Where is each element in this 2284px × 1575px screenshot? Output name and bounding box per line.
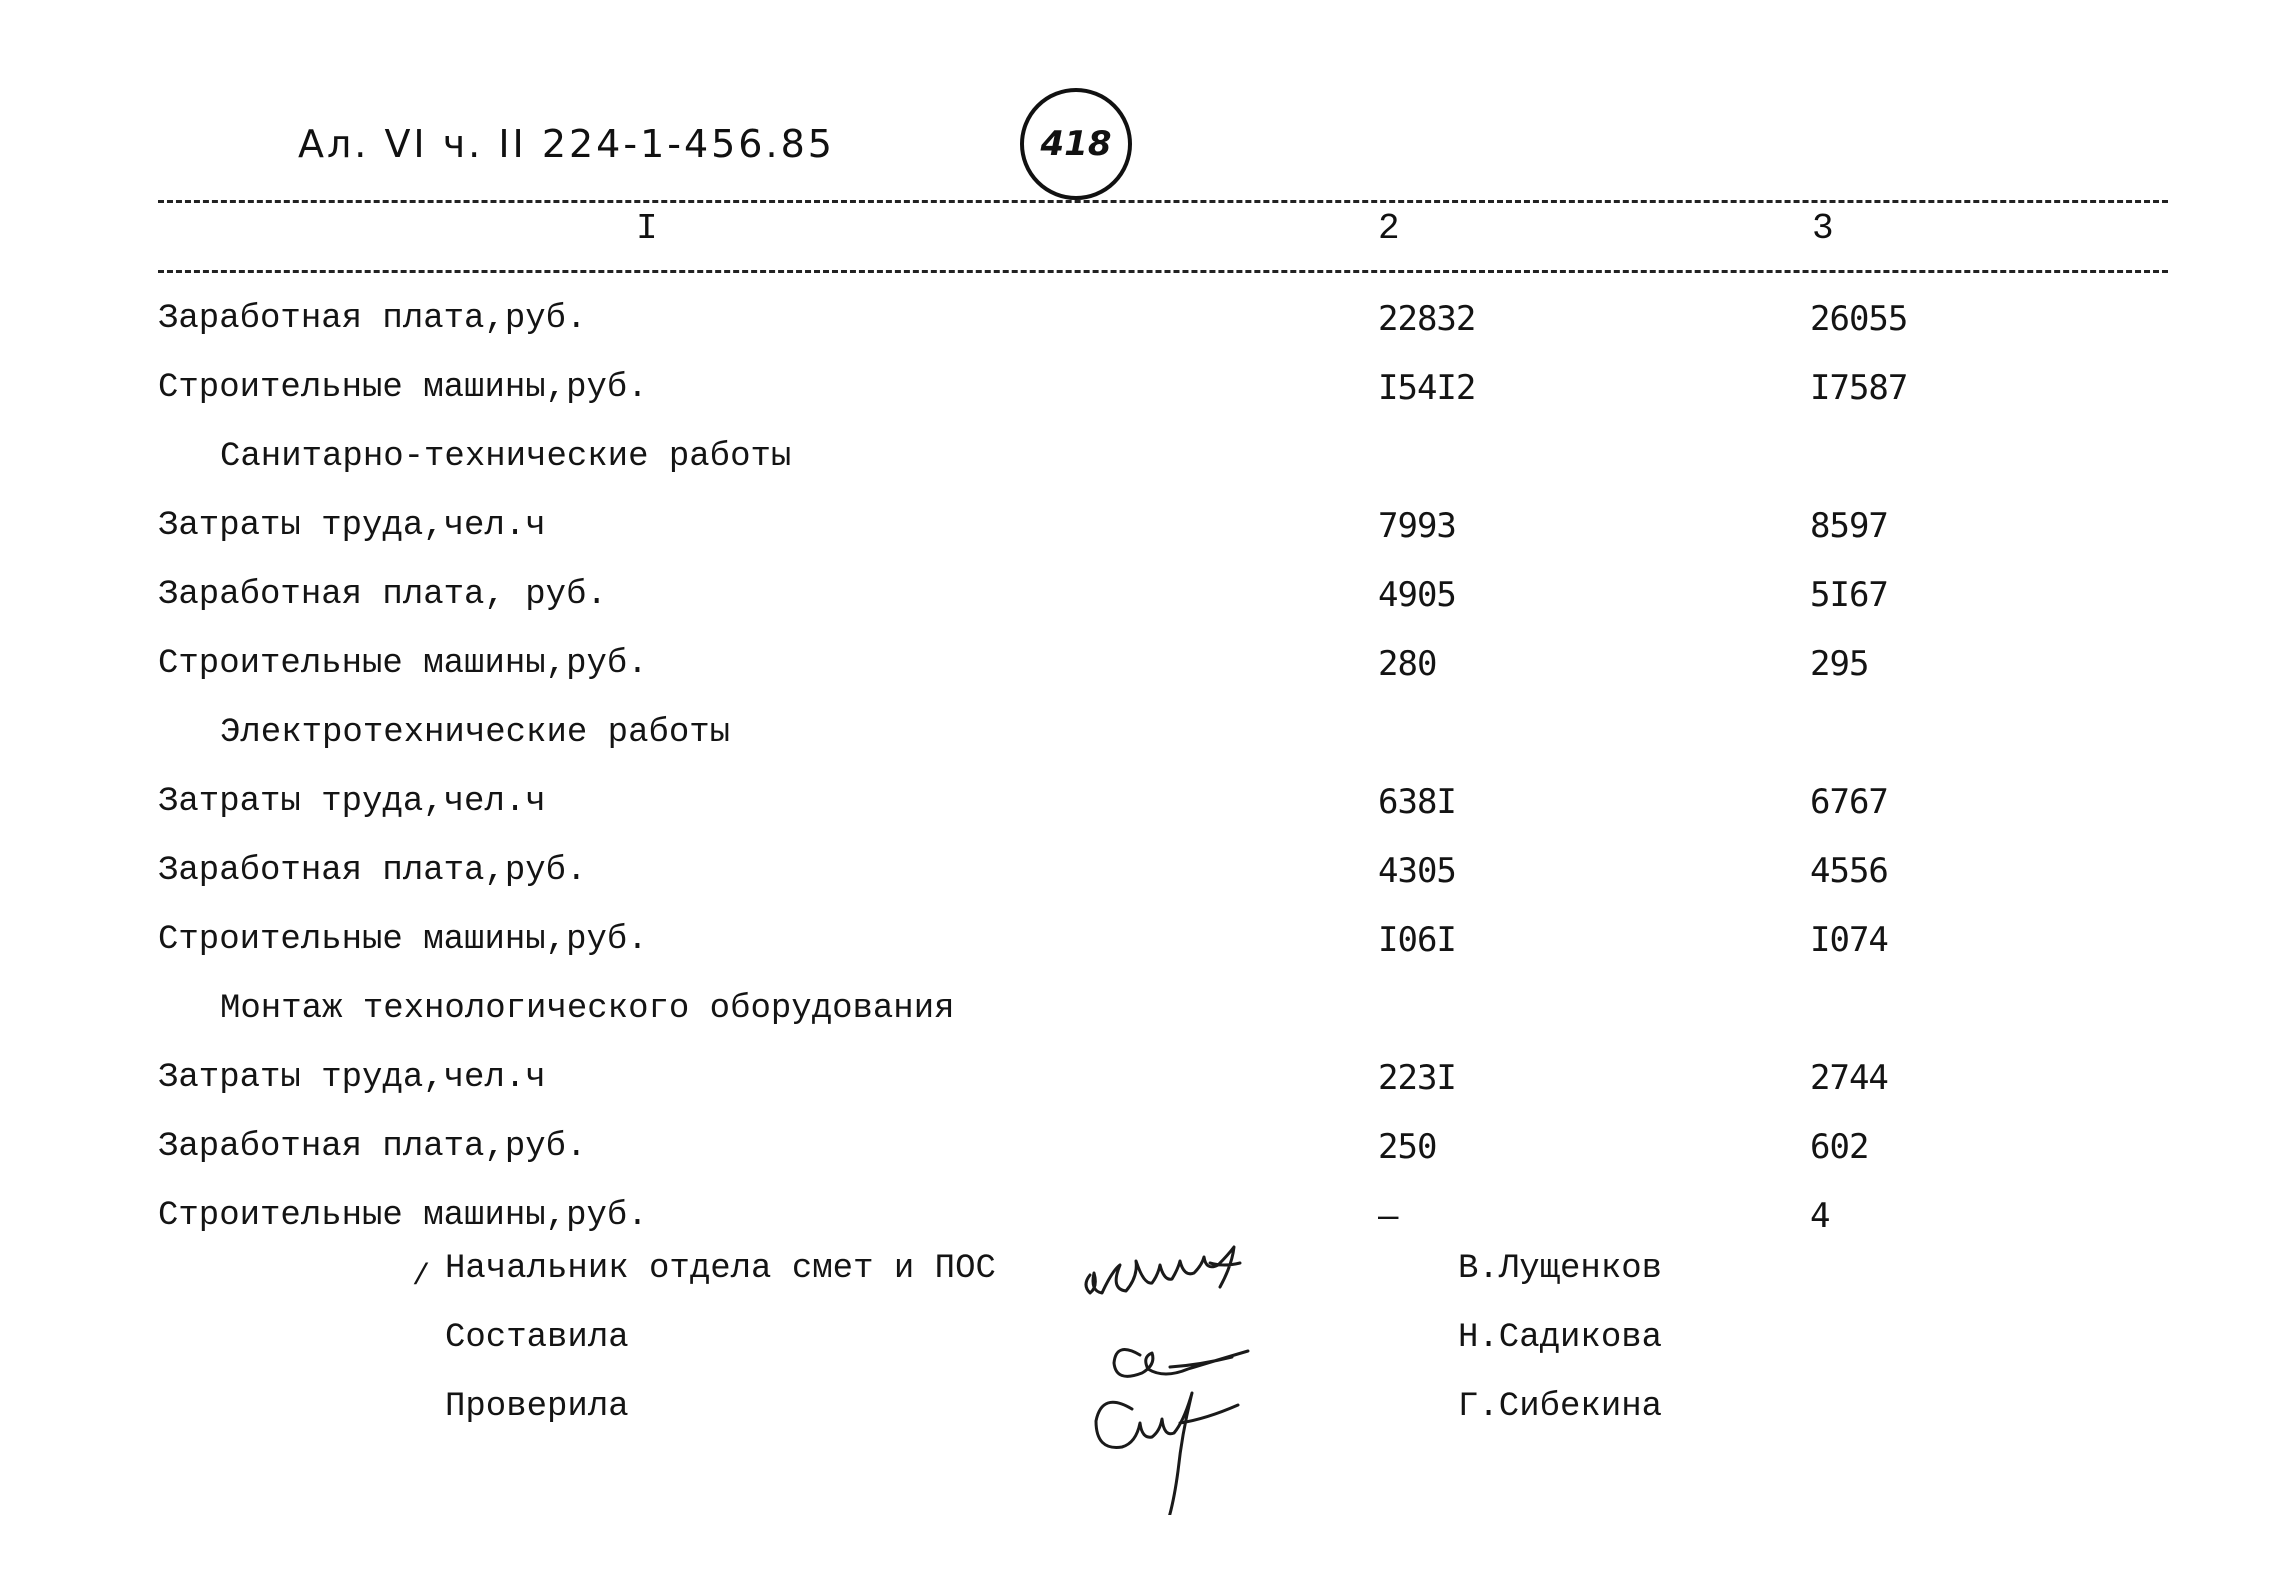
handwritten-signatures <box>1020 1215 1460 1515</box>
table-row <box>0 566 2284 635</box>
row-value-col3: 602 <box>1810 1127 1869 1167</box>
section-heading: Электротехнические работы <box>220 714 731 752</box>
signer-role: Составила <box>445 1319 629 1357</box>
row-label: Затраты труда,чел.ч <box>158 507 546 545</box>
header-top-divider <box>158 200 2168 203</box>
table-row <box>0 1118 2284 1187</box>
page-number: 418 <box>1040 124 1112 164</box>
row-label: Заработная плата,руб. <box>158 1128 587 1166</box>
row-value-col3: 2744 <box>1810 1058 1888 1098</box>
row-label: Затраты труда,чел.ч <box>158 1059 546 1097</box>
margin-mark: / <box>412 1260 431 1294</box>
row-value-col3: I7587 <box>1810 368 1908 408</box>
row-value-col2: 280 <box>1378 644 1437 684</box>
section-heading-row <box>0 428 2284 497</box>
column-header-3: 3 <box>1812 208 1834 249</box>
row-value-col2: 4305 <box>1378 851 1456 891</box>
row-value-col2: I06I <box>1378 920 1456 960</box>
row-label: Заработная плата,руб. <box>158 852 587 890</box>
row-value-col3: 4556 <box>1810 851 1888 891</box>
signature-checked-by <box>1096 1393 1238 1515</box>
table-row <box>0 773 2284 842</box>
row-value-col3: 295 <box>1810 644 1869 684</box>
signer-name: В.Лущенков <box>1458 1250 1663 1288</box>
row-value-col2: I54I2 <box>1378 368 1476 408</box>
section-heading: Монтаж технологического оборудования <box>220 990 955 1028</box>
row-value-col2: 7993 <box>1378 506 1456 546</box>
row-label: Заработная плата,руб. <box>158 300 587 338</box>
cost-table-body <box>0 290 2284 1256</box>
signer-role: Проверила <box>445 1388 629 1426</box>
signature-compiled-by <box>1114 1350 1248 1377</box>
column-header-2: 2 <box>1378 208 1400 249</box>
signature-head-of-department <box>1086 1247 1240 1293</box>
row-label: Строительные машины,руб. <box>158 921 648 959</box>
row-label: Строительные машины,руб. <box>158 369 648 407</box>
row-value-col2: – <box>1378 1196 1398 1236</box>
row-value-col2: 4905 <box>1378 575 1456 615</box>
row-value-col3: 8597 <box>1810 506 1888 546</box>
table-row <box>0 911 2284 980</box>
document-code: Ал. VI ч. II 224-1-456.85 <box>298 122 835 166</box>
table-row <box>0 842 2284 911</box>
row-label: Строительные машины,руб. <box>158 645 648 683</box>
signer-name: Г.Сибекина <box>1458 1388 1663 1426</box>
row-value-col2: 250 <box>1378 1127 1437 1167</box>
table-row <box>0 1049 2284 1118</box>
row-value-col2: 638I <box>1378 782 1456 822</box>
row-value-col3: 26055 <box>1810 299 1908 339</box>
row-value-col3: 4 <box>1810 1196 1830 1236</box>
table-row <box>0 635 2284 704</box>
signer-role: Начальник отдела смет и ПОС <box>445 1250 996 1288</box>
row-label: Затраты труда,чел.ч <box>158 783 546 821</box>
page-number-circle <box>1020 88 1132 200</box>
row-label: Заработная плата, руб. <box>158 576 607 614</box>
row-value-col3: 6767 <box>1810 782 1888 822</box>
section-heading: Санитарно-технические работы <box>220 438 792 476</box>
header-bottom-divider <box>158 270 2168 273</box>
column-header-1: I <box>636 208 658 249</box>
section-heading-row <box>0 980 2284 1049</box>
table-row <box>0 497 2284 566</box>
row-value-col2: 223I <box>1378 1058 1456 1098</box>
row-value-col2: 22832 <box>1378 299 1476 339</box>
row-label: Строительные машины,руб. <box>158 1197 648 1235</box>
row-value-col3: I074 <box>1810 920 1888 960</box>
table-row <box>0 359 2284 428</box>
section-heading-row <box>0 704 2284 773</box>
signer-name: Н.Садикова <box>1458 1319 1663 1357</box>
table-row <box>0 290 2284 359</box>
row-value-col3: 5I67 <box>1810 575 1888 615</box>
